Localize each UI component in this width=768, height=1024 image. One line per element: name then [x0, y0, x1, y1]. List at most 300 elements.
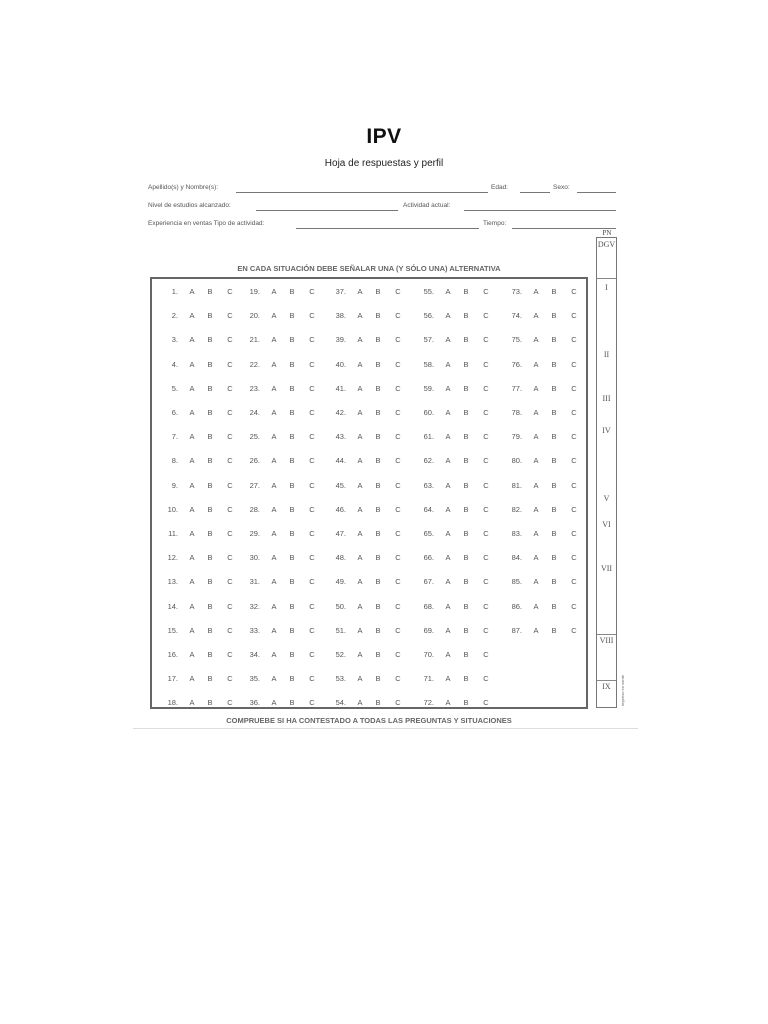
option-a[interactable]: A	[445, 504, 451, 514]
option-a[interactable]: A	[271, 504, 277, 514]
question-number: 66.	[423, 553, 434, 563]
option-c[interactable]: C	[483, 698, 489, 708]
option-c[interactable]: C	[227, 625, 233, 635]
option-b[interactable]: B	[375, 504, 381, 514]
option-a[interactable]: A	[189, 311, 195, 321]
option-c[interactable]: C	[571, 529, 577, 538]
option-a[interactable]: A	[357, 504, 363, 514]
question-row	[242, 626, 332, 638]
option-c[interactable]: C	[395, 359, 401, 369]
option-c[interactable]: C	[483, 650, 489, 659]
option-b[interactable]: B	[207, 577, 213, 587]
option-c[interactable]: C	[483, 287, 489, 296]
option-c[interactable]: C	[309, 311, 315, 321]
option-c[interactable]: C	[227, 480, 233, 490]
option-b[interactable]: B	[207, 625, 213, 635]
option-a[interactable]: A	[533, 625, 539, 635]
name-line[interactable]	[236, 192, 488, 193]
option-b[interactable]: B	[289, 553, 295, 563]
option-a[interactable]: A	[445, 359, 451, 369]
option-c[interactable]: C	[309, 625, 315, 635]
factor-iv: IV	[602, 426, 611, 435]
option-a[interactable]: A	[189, 359, 195, 369]
option-a[interactable]: A	[445, 432, 451, 442]
option-a[interactable]: A	[357, 601, 363, 611]
option-b[interactable]: B	[551, 432, 557, 442]
option-a[interactable]: A	[445, 408, 451, 417]
option-b[interactable]: B	[463, 383, 469, 393]
option-a[interactable]: A	[533, 504, 539, 514]
option-a[interactable]: A	[189, 601, 195, 611]
option-b[interactable]: B	[207, 408, 213, 417]
option-c[interactable]: C	[571, 408, 577, 417]
option-b[interactable]: B	[207, 601, 213, 611]
option-a[interactable]: A	[445, 383, 451, 393]
question-row	[328, 577, 418, 589]
option-b[interactable]: B	[463, 504, 469, 514]
option-c[interactable]: C	[571, 456, 577, 466]
option-b[interactable]: B	[289, 529, 295, 538]
option-c[interactable]: C	[571, 625, 577, 635]
question-number: 74.	[511, 311, 522, 321]
option-a[interactable]: A	[271, 359, 277, 369]
option-a[interactable]: A	[445, 480, 451, 490]
option-a[interactable]: A	[189, 674, 195, 684]
option-c[interactable]: C	[571, 311, 577, 321]
option-b[interactable]: B	[463, 698, 469, 708]
option-a[interactable]: A	[445, 287, 451, 296]
option-b[interactable]: B	[463, 529, 469, 538]
option-c[interactable]: C	[483, 577, 489, 587]
question-row	[160, 626, 250, 638]
option-a[interactable]: A	[189, 480, 195, 490]
option-a[interactable]: A	[189, 553, 195, 563]
question-row	[328, 481, 418, 493]
option-a[interactable]: A	[533, 408, 539, 417]
option-a[interactable]: A	[271, 650, 277, 659]
option-a[interactable]: A	[357, 335, 363, 345]
option-a[interactable]: A	[271, 480, 277, 490]
option-c[interactable]: C	[483, 480, 489, 490]
option-b[interactable]: B	[551, 383, 557, 393]
option-c[interactable]: C	[571, 335, 577, 345]
question-row	[242, 602, 332, 614]
option-b[interactable]: B	[551, 577, 557, 587]
option-b[interactable]: B	[551, 359, 557, 369]
option-c[interactable]: C	[309, 480, 315, 490]
option-b[interactable]: B	[289, 601, 295, 611]
question-number: 25.	[249, 432, 260, 442]
option-b[interactable]: B	[207, 456, 213, 466]
option-c[interactable]: C	[483, 674, 489, 684]
option-b[interactable]: B	[463, 625, 469, 635]
option-a[interactable]: A	[357, 311, 363, 321]
option-c[interactable]: C	[309, 408, 315, 417]
option-c[interactable]: C	[309, 601, 315, 611]
footer-reminder: COMPRUEBE SI HA CONTESTADO A TODAS LAS PREGUNTAS Y SITUACIONES	[226, 716, 512, 725]
option-c[interactable]: C	[483, 335, 489, 345]
option-b[interactable]: B	[551, 553, 557, 563]
option-a[interactable]: A	[189, 577, 195, 587]
option-a[interactable]: A	[445, 529, 451, 538]
option-b[interactable]: B	[551, 408, 557, 417]
option-b[interactable]: B	[207, 359, 213, 369]
question-number: 3.	[171, 335, 178, 345]
option-a[interactable]: A	[533, 287, 539, 296]
option-b[interactable]: B	[375, 311, 381, 321]
question-number: 68.	[423, 601, 434, 611]
option-b[interactable]: B	[207, 650, 213, 659]
form-subtitle: Hoja de respuestas y perfil	[324, 158, 444, 169]
option-b[interactable]: B	[375, 335, 381, 345]
option-c[interactable]: C	[483, 383, 489, 393]
option-c[interactable]: C	[227, 698, 233, 708]
option-a[interactable]: A	[357, 553, 363, 563]
option-c[interactable]: C	[227, 650, 233, 659]
option-a[interactable]: A	[533, 577, 539, 587]
option-c[interactable]: C	[483, 408, 489, 417]
option-b[interactable]: B	[375, 529, 381, 538]
option-a[interactable]: A	[357, 432, 363, 442]
option-b[interactable]: B	[375, 287, 381, 296]
option-a[interactable]: A	[271, 432, 277, 442]
option-b[interactable]: B	[207, 287, 213, 296]
option-c[interactable]: C	[483, 456, 489, 466]
option-a[interactable]: A	[357, 359, 363, 369]
option-b[interactable]: B	[463, 456, 469, 466]
option-c[interactable]: C	[227, 287, 233, 296]
option-b[interactable]: B	[375, 625, 381, 635]
option-b[interactable]: B	[207, 553, 213, 563]
question-row	[504, 626, 594, 638]
option-b[interactable]: B	[551, 601, 557, 611]
option-a[interactable]: A	[271, 577, 277, 587]
option-b[interactable]: B	[207, 480, 213, 490]
option-b[interactable]: B	[551, 625, 557, 635]
option-c[interactable]: C	[395, 311, 401, 321]
option-a[interactable]: A	[189, 335, 195, 345]
option-a[interactable]: A	[271, 383, 277, 393]
option-a[interactable]: A	[445, 335, 451, 345]
age-line[interactable]	[520, 192, 550, 193]
option-a[interactable]: A	[271, 311, 277, 321]
option-b[interactable]: B	[289, 359, 295, 369]
option-a[interactable]: A	[189, 383, 195, 393]
option-b[interactable]: B	[207, 432, 213, 442]
education-line[interactable]	[256, 210, 398, 211]
option-a[interactable]: A	[445, 553, 451, 563]
option-a[interactable]: A	[271, 287, 277, 296]
option-c[interactable]: C	[227, 359, 233, 369]
answer-grid	[150, 277, 588, 709]
question-row	[328, 287, 418, 299]
option-c[interactable]: C	[309, 698, 315, 708]
option-b[interactable]: B	[463, 287, 469, 296]
option-c[interactable]: C	[395, 650, 401, 659]
option-c[interactable]: C	[227, 553, 233, 563]
option-a[interactable]: A	[445, 650, 451, 659]
option-b[interactable]: B	[207, 383, 213, 393]
option-a[interactable]: A	[271, 698, 277, 708]
option-b[interactable]: B	[375, 432, 381, 442]
option-a[interactable]: A	[357, 674, 363, 684]
question-row	[504, 456, 594, 468]
option-b[interactable]: B	[207, 335, 213, 345]
option-b[interactable]: B	[551, 311, 557, 321]
option-b[interactable]: B	[289, 456, 295, 466]
option-a[interactable]: A	[189, 287, 195, 296]
option-c[interactable]: C	[227, 504, 233, 514]
option-c[interactable]: C	[309, 577, 315, 587]
option-a[interactable]: A	[271, 553, 277, 563]
question-number: 84.	[511, 553, 522, 563]
option-a[interactable]: A	[189, 625, 195, 635]
option-c[interactable]: C	[309, 359, 315, 369]
option-a[interactable]: A	[533, 529, 539, 538]
option-a[interactable]: A	[533, 480, 539, 490]
option-c[interactable]: C	[227, 335, 233, 345]
option-a[interactable]: A	[533, 553, 539, 563]
option-b[interactable]: B	[375, 456, 381, 466]
option-b[interactable]: B	[289, 432, 295, 442]
option-b[interactable]: B	[375, 650, 381, 659]
option-c[interactable]: C	[395, 698, 401, 708]
option-a[interactable]: A	[189, 650, 195, 659]
option-b[interactable]: B	[463, 408, 469, 417]
option-a[interactable]: A	[189, 408, 195, 417]
option-a[interactable]: A	[445, 698, 451, 708]
option-b[interactable]: B	[463, 335, 469, 345]
option-c[interactable]: C	[395, 674, 401, 684]
option-c[interactable]: C	[483, 432, 489, 442]
option-a[interactable]: A	[357, 529, 363, 538]
option-b[interactable]: B	[289, 650, 295, 659]
option-a[interactable]: A	[271, 674, 277, 684]
option-b[interactable]: B	[463, 650, 469, 659]
question-row	[160, 384, 250, 396]
option-c[interactable]: C	[395, 335, 401, 345]
option-b[interactable]: B	[463, 311, 469, 321]
question-number: 49.	[335, 577, 346, 587]
option-c[interactable]: C	[483, 625, 489, 635]
option-b[interactable]: B	[375, 698, 381, 708]
option-b[interactable]: B	[289, 698, 295, 708]
option-c[interactable]: C	[571, 504, 577, 514]
option-c[interactable]: C	[309, 504, 315, 514]
option-c[interactable]: C	[309, 432, 315, 442]
option-b[interactable]: B	[551, 287, 557, 296]
option-a[interactable]: A	[357, 650, 363, 659]
question-row	[416, 408, 506, 420]
option-a[interactable]: A	[271, 408, 277, 417]
option-c[interactable]: C	[395, 553, 401, 563]
option-a[interactable]: A	[357, 287, 363, 296]
option-c[interactable]: C	[395, 601, 401, 611]
question-number: 44.	[335, 456, 346, 466]
option-b[interactable]: B	[375, 577, 381, 587]
option-a[interactable]: A	[189, 529, 195, 538]
option-c[interactable]: C	[395, 480, 401, 490]
option-c[interactable]: C	[571, 359, 577, 369]
option-c[interactable]: C	[227, 577, 233, 587]
option-b[interactable]: B	[551, 504, 557, 514]
option-b[interactable]: B	[463, 432, 469, 442]
option-a[interactable]: A	[357, 577, 363, 587]
option-c[interactable]: C	[309, 650, 315, 659]
option-c[interactable]: C	[483, 601, 489, 611]
option-b[interactable]: B	[289, 383, 295, 393]
option-c[interactable]: C	[395, 408, 401, 417]
experience-label: Experiencia en ventas Tipo de actividad:	[148, 220, 265, 227]
option-b[interactable]: B	[207, 311, 213, 321]
option-b[interactable]: B	[207, 529, 213, 538]
option-a[interactable]: A	[271, 625, 277, 635]
option-c[interactable]: C	[227, 432, 233, 442]
factor-ix: IX	[602, 682, 611, 691]
option-a[interactable]: A	[445, 311, 451, 321]
profile-column	[596, 237, 625, 708]
option-a[interactable]: A	[271, 529, 277, 538]
option-c[interactable]: C	[395, 456, 401, 466]
option-b[interactable]: B	[463, 674, 469, 684]
option-a[interactable]: A	[533, 456, 539, 466]
option-b[interactable]: B	[463, 577, 469, 587]
option-c[interactable]: C	[571, 287, 577, 296]
option-c[interactable]: C	[227, 674, 233, 684]
option-c[interactable]: C	[395, 577, 401, 587]
sex-line[interactable]	[577, 192, 616, 193]
option-b[interactable]: B	[375, 553, 381, 563]
option-b[interactable]: B	[289, 287, 295, 296]
option-b[interactable]: B	[551, 335, 557, 345]
option-a[interactable]: A	[445, 601, 451, 611]
option-b[interactable]: B	[463, 359, 469, 369]
option-a[interactable]: A	[533, 383, 539, 393]
option-b[interactable]: B	[375, 359, 381, 369]
option-b[interactable]: B	[375, 408, 381, 417]
option-c[interactable]: C	[309, 674, 315, 684]
option-c[interactable]: C	[309, 335, 315, 345]
option-a[interactable]: A	[271, 456, 277, 466]
option-b[interactable]: B	[375, 480, 381, 490]
option-b[interactable]: B	[289, 311, 295, 321]
question-row	[416, 432, 506, 444]
option-c[interactable]: C	[571, 432, 577, 442]
option-c[interactable]: C	[395, 432, 401, 442]
question-number: 30.	[249, 553, 260, 563]
option-c[interactable]: C	[395, 625, 401, 635]
option-c[interactable]: C	[309, 456, 315, 466]
option-a[interactable]: A	[533, 359, 539, 369]
option-a[interactable]: A	[445, 625, 451, 635]
option-b[interactable]: B	[289, 480, 295, 490]
option-b[interactable]: B	[289, 335, 295, 345]
option-c[interactable]: C	[227, 529, 233, 538]
age-label: Edad:	[491, 184, 508, 191]
option-c[interactable]: C	[571, 601, 577, 611]
option-b[interactable]: B	[207, 504, 213, 514]
option-c[interactable]: C	[483, 311, 489, 321]
option-b[interactable]: B	[289, 408, 295, 417]
option-c[interactable]: C	[395, 504, 401, 514]
option-b[interactable]: B	[463, 601, 469, 611]
option-b[interactable]: B	[375, 601, 381, 611]
option-a[interactable]: A	[189, 456, 195, 466]
option-c[interactable]: C	[227, 456, 233, 466]
option-a[interactable]: A	[357, 698, 363, 708]
option-c[interactable]: C	[571, 553, 577, 563]
option-b[interactable]: B	[375, 674, 381, 684]
question-number: 55.	[423, 287, 434, 296]
option-b[interactable]: B	[551, 480, 557, 490]
experience-line[interactable]	[296, 228, 479, 229]
option-c[interactable]: C	[483, 504, 489, 514]
option-a[interactable]: A	[357, 456, 363, 466]
option-a[interactable]: A	[271, 335, 277, 345]
option-b[interactable]: B	[551, 456, 557, 466]
option-a[interactable]: A	[357, 625, 363, 635]
option-c[interactable]: C	[571, 383, 577, 393]
option-c[interactable]: C	[571, 577, 577, 587]
question-number: 21.	[249, 335, 260, 345]
option-c[interactable]: C	[309, 553, 315, 563]
option-c[interactable]: C	[227, 383, 233, 393]
option-a[interactable]: A	[533, 311, 539, 321]
question-row	[242, 456, 332, 468]
option-a[interactable]: A	[533, 432, 539, 442]
option-b[interactable]: B	[207, 698, 213, 708]
option-b[interactable]: B	[289, 674, 295, 684]
option-b[interactable]: B	[463, 480, 469, 490]
option-c[interactable]: C	[227, 408, 233, 417]
option-b[interactable]: B	[289, 577, 295, 587]
option-b[interactable]: B	[375, 383, 381, 393]
option-c[interactable]: C	[395, 287, 401, 296]
question-row	[328, 674, 418, 686]
option-c[interactable]: C	[227, 601, 233, 611]
option-a[interactable]: A	[357, 480, 363, 490]
option-a[interactable]: A	[189, 504, 195, 514]
option-a[interactable]: A	[189, 432, 195, 442]
option-c[interactable]: C	[395, 529, 401, 538]
option-a[interactable]: A	[189, 698, 195, 708]
option-b[interactable]: B	[463, 553, 469, 563]
option-b[interactable]: B	[289, 504, 295, 514]
option-c[interactable]: C	[395, 383, 401, 393]
option-c[interactable]: C	[309, 287, 315, 296]
option-c[interactable]: C	[309, 383, 315, 393]
option-c[interactable]: C	[483, 359, 489, 369]
option-a[interactable]: A	[357, 383, 363, 393]
option-a[interactable]: A	[533, 601, 539, 611]
activity-line[interactable]	[464, 210, 616, 211]
option-a[interactable]: A	[445, 674, 451, 684]
option-c[interactable]: C	[483, 553, 489, 563]
option-a[interactable]: A	[445, 456, 451, 466]
option-a[interactable]: A	[533, 335, 539, 345]
question-row	[160, 432, 250, 444]
option-c[interactable]: C	[227, 311, 233, 321]
option-b[interactable]: B	[289, 625, 295, 635]
option-a[interactable]: A	[445, 577, 451, 587]
option-c[interactable]: C	[483, 529, 489, 538]
option-c[interactable]: C	[571, 480, 577, 490]
option-a[interactable]: A	[357, 408, 363, 417]
option-b[interactable]: B	[207, 674, 213, 684]
option-a[interactable]: A	[271, 601, 277, 611]
option-b[interactable]: B	[551, 529, 557, 538]
option-c[interactable]: C	[309, 529, 315, 538]
